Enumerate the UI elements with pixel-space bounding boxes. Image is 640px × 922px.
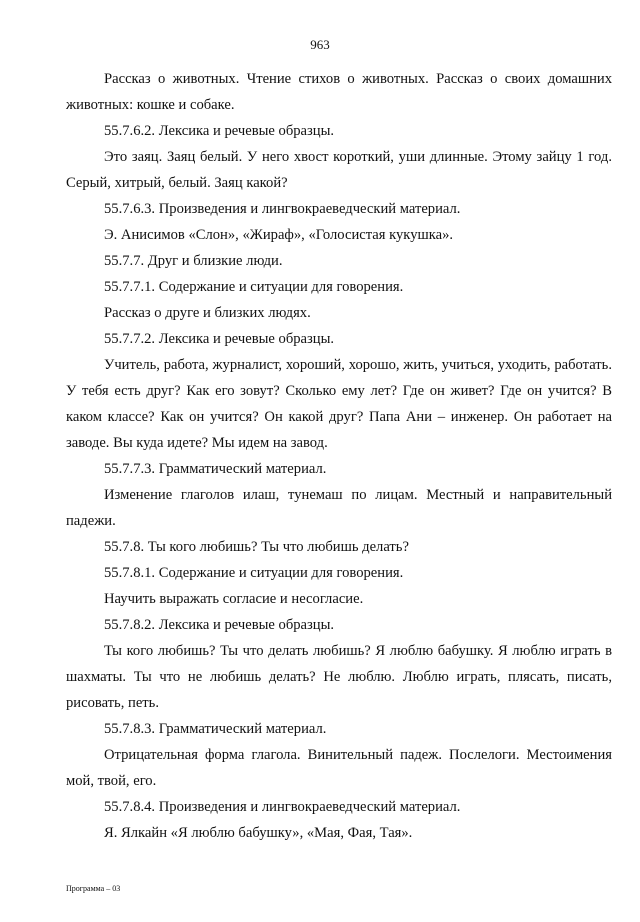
paragraph: Научить выражать согласие и несогласие. (104, 591, 364, 607)
section-heading: 55.7.7.3. Грамматический материал. (104, 461, 327, 477)
page-number: 963 (310, 37, 330, 52)
section-heading: 55.7.8.3. Грамматический материал. (104, 721, 327, 737)
paragraph: Отрицательная форма глагола. Винительный падеж. Послелоги. Местоимения мой, твой, его. (66, 747, 612, 789)
section-heading: 55.7.8.1. Содержание и ситуации для говорения. (104, 565, 404, 581)
paragraph: Это заяц. Заяц белый. У него хвост короткий, уши длинные. Этому зайцу 1 год. Серый, хитрый, белый. Заяц какой? (66, 149, 612, 191)
section-heading: 55.7.8.4. Произведения и лингвокраеведческий материал. (104, 799, 461, 815)
paragraph: Рассказ о друге и близких людях. (104, 305, 311, 321)
paragraph: Я. Ялкайн «Я люблю бабушку», «Мая, Фая, Тая». (104, 825, 413, 841)
paragraph: Рассказ о животных. Чтение стихов о животных. Рассказ о своих домашних животных: кошке и собаке. (66, 71, 612, 113)
section-heading: 55.7.7.2. Лексика и речевые образцы. (104, 331, 335, 347)
page-footer: Программа – 03 (66, 884, 121, 893)
page-content (66, 66, 612, 846)
section-heading: 55.7.7. Друг и близкие люди. (104, 253, 283, 269)
paragraph: Э. Анисимов «Слон», «Жираф», «Голосистая кукушка». (104, 227, 454, 243)
section-heading: 55.7.8.2. Лексика и речевые образцы. (104, 617, 335, 633)
section-heading: 55.7.8. Ты кого любишь? Ты что любишь делать? (104, 539, 409, 555)
section-heading: 55.7.7.1. Содержание и ситуации для говорения. (104, 279, 404, 295)
paragraph: Ты кого любишь? Ты что делать любишь? Я люблю бабушку. Я люблю играть в шахматы. Ты что не любишь делать? Не люблю. Люблю играть, плясать, писать, рисовать, петь. (66, 643, 612, 711)
section-heading: 55.7.6.3. Произведения и лингвокраеведческий материал. (104, 201, 461, 217)
paragraph: Изменение глаголов илаш, тунемаш по лицам. Местный и направительный падежи. (66, 487, 612, 529)
paragraph: Учитель, работа, журналист, хороший, хорошо, жить, учиться, уходить, работать. У тебя есть друг? Как его зовут? Сколько ему лет? Где он живет? Где он учится? В каком классе? Как он учится? Он какой друг? Папа Ани – инженер. Он работает на заводе. Вы куда идете? Мы идем на завод. (66, 357, 612, 451)
section-heading: 55.7.6.2. Лексика и речевые образцы. (104, 123, 335, 139)
